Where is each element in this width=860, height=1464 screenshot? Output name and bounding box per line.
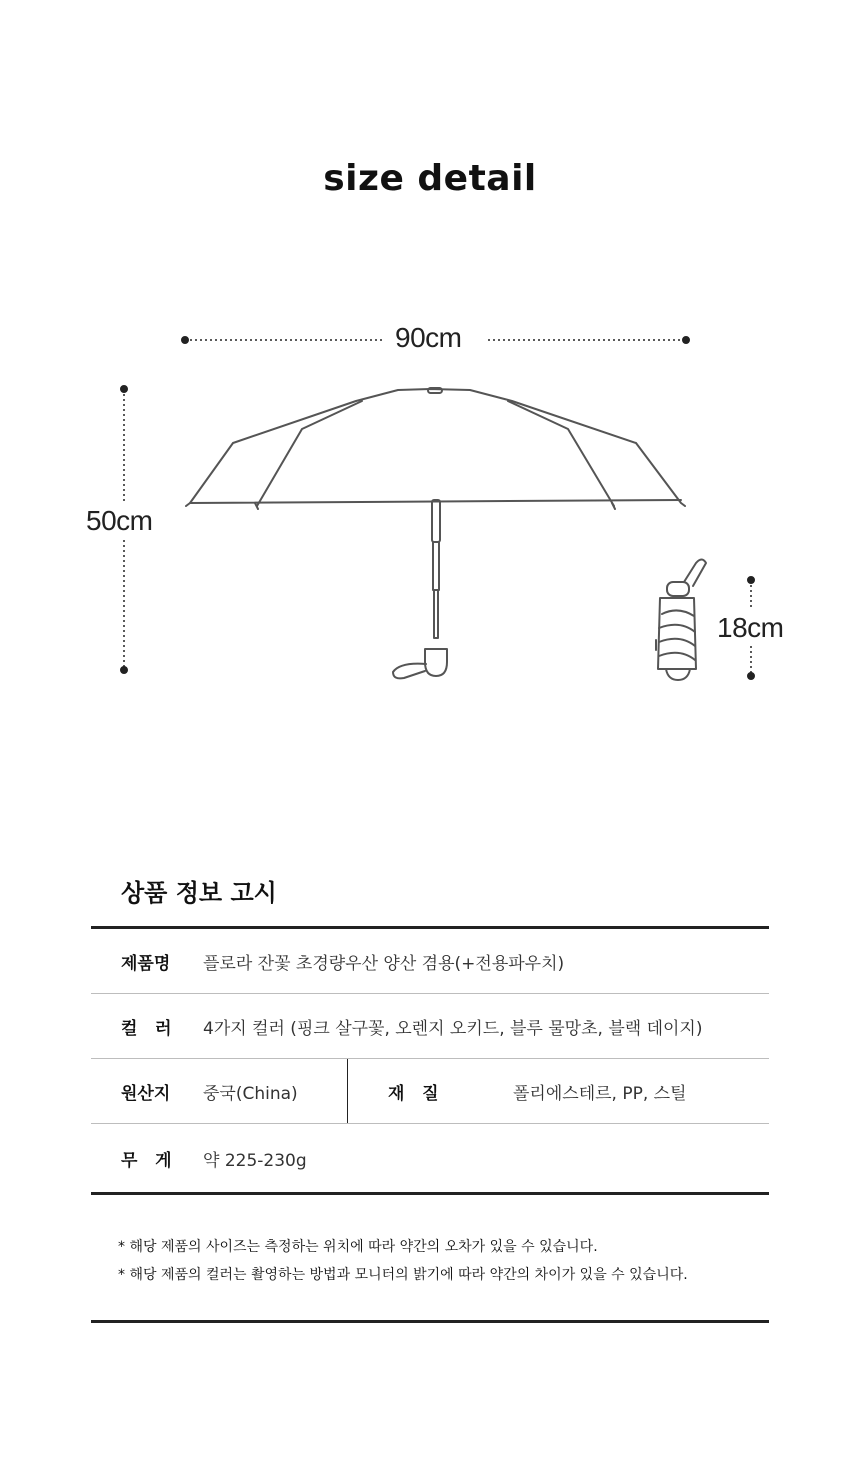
bottom-divider bbox=[91, 1320, 769, 1323]
table-row-color bbox=[91, 994, 769, 1059]
page-title: size detail bbox=[323, 158, 537, 199]
weight-value: 약 225-230g bbox=[203, 1150, 307, 1171]
product-info-heading: 상품 정보 고시 bbox=[121, 879, 277, 907]
notes bbox=[118, 1233, 688, 1289]
material-value: 폴리에스테르, PP, 스틸 bbox=[513, 1083, 687, 1104]
color-label: 컬 러 bbox=[121, 1018, 172, 1039]
weight-label: 무 게 bbox=[121, 1150, 172, 1171]
closed-umbrella bbox=[656, 560, 706, 681]
table-row-weight bbox=[91, 1124, 769, 1192]
product-name-value: 플로라 잔꽃 초경량우산 양산 겸용(+전용파우치) bbox=[203, 953, 565, 974]
material-label: 재 질 bbox=[388, 1083, 439, 1104]
color-value: 4가지 컬러 (핑크 살구꽃, 오렌지 오키드, 블루 물망초, 블랙 데이지) bbox=[203, 1018, 703, 1039]
table-row-origin-material bbox=[91, 1059, 769, 1124]
note-size: * 해당 제품의 사이즈는 측정하는 위치에 따라 약간의 오차가 있을 수 있습니다. bbox=[118, 1239, 598, 1255]
note-color: * 해당 제품의 컬러는 촬영하는 방법과 모니터의 밝기에 따라 약간의 차이가 있을 수 있습니다. bbox=[118, 1267, 688, 1283]
origin-cell bbox=[91, 1059, 348, 1123]
product-info-table bbox=[91, 926, 769, 1195]
product-name-label: 제품명 bbox=[121, 953, 171, 974]
umbrella-size-diagram bbox=[0, 300, 860, 720]
closed-length-label: 18cm bbox=[717, 612, 784, 643]
open-umbrella bbox=[186, 388, 685, 678]
origin-value: 중국(China) bbox=[203, 1083, 298, 1104]
product-info-section bbox=[91, 870, 769, 1195]
origin-label: 원산지 bbox=[121, 1083, 171, 1104]
width-label: 90cm bbox=[395, 322, 462, 353]
table-row-product-name bbox=[91, 929, 769, 994]
height-label: 50cm bbox=[86, 505, 153, 536]
